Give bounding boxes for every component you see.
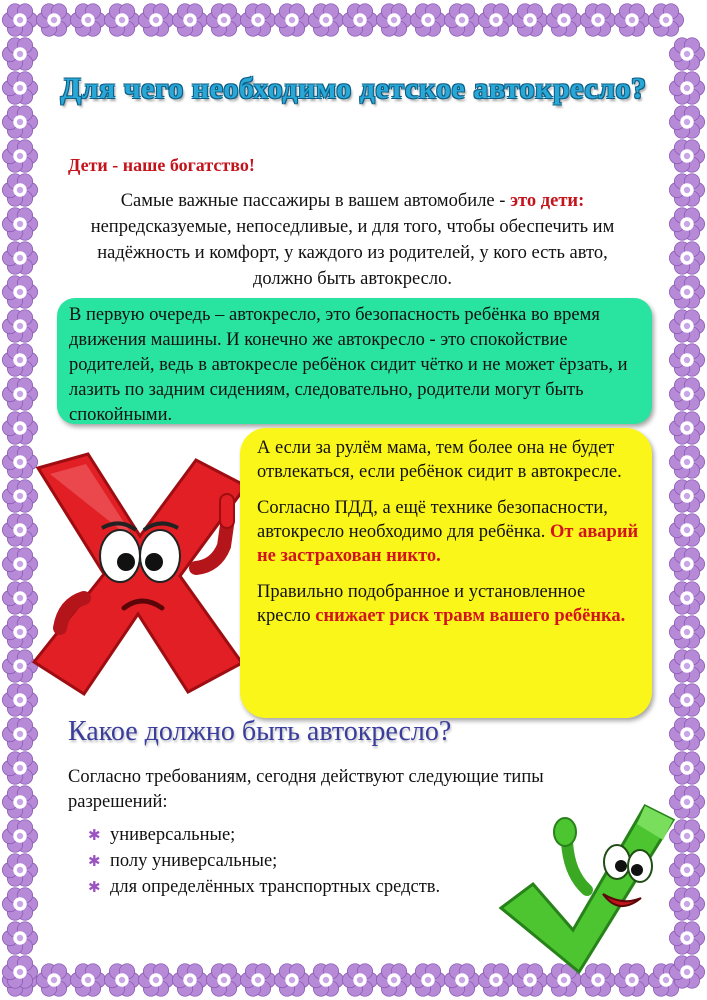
rules-info-box bbox=[240, 428, 652, 718]
subtitle: Дети - наше богатство! bbox=[68, 155, 255, 175]
section-heading: Какое должно быть автокресло? bbox=[68, 716, 452, 747]
rules-paragraph-3-text: Правильно подобранное и установленное кресло bbox=[257, 582, 586, 626]
rules-paragraph-3-accent: снижает риск травм вашего ребёнка. bbox=[315, 606, 626, 626]
section-text: Согласно требованиям, сегодня действуют следующие типы разрешений: bbox=[68, 767, 544, 812]
green-checkmark-character-icon bbox=[495, 790, 680, 975]
star-bullet-icon: ✱ bbox=[88, 852, 101, 870]
intro-paragraph bbox=[70, 188, 635, 292]
permit-types-list bbox=[88, 822, 440, 900]
list-item-label: полу универсальные; bbox=[110, 851, 278, 871]
safety-info-text: В первую очередь – автокресло, это безопасность ребёнка во время движения машины. И конечно же автокресло - это спокойствие родителей, ведь в автокресле ребёнок сидит чётко и не может ёрзать, и лазить по задним сидениям, следовательно, родители могут быть спокойными. bbox=[69, 305, 628, 425]
intro-accent: это дети: bbox=[510, 191, 585, 211]
list-item-label: для определённых транспортных средств. bbox=[110, 877, 441, 897]
page-title: Для чего необходимо детское автокресло? bbox=[60, 72, 647, 105]
rules-paragraph-3 bbox=[257, 580, 642, 628]
intro-text-start: Самые важные пассажиры в вашем автомобиле - bbox=[120, 191, 511, 211]
red-cross-character-icon bbox=[20, 448, 260, 698]
star-bullet-icon: ✱ bbox=[88, 878, 101, 896]
rules-paragraph-2-accent: От аварий не застрахован никто. bbox=[257, 522, 639, 566]
safety-info-box bbox=[57, 298, 652, 424]
list-item bbox=[88, 848, 440, 874]
list-item bbox=[88, 822, 440, 848]
list-item bbox=[88, 874, 440, 900]
star-bullet-icon: ✱ bbox=[88, 826, 101, 844]
rules-paragraph-1: А если за рулём мама, тем более она не будет отвлекаться, если ребёнок сидит в автокресле. bbox=[257, 438, 622, 482]
rules-paragraph-2 bbox=[257, 496, 642, 568]
intro-text-end: непредсказуемые, непоседливые, и для того, чтобы обеспечить им надёжность и комфорт, у каждого из родителей, у кого есть авто, должно быть автокресло. bbox=[90, 217, 615, 289]
list-item-label: универсальные; bbox=[110, 825, 236, 845]
rules-paragraph-2-text: Согласно ПДД, а ещё технике безопасности, автокресло необходимо для ребёнка. bbox=[257, 498, 608, 542]
